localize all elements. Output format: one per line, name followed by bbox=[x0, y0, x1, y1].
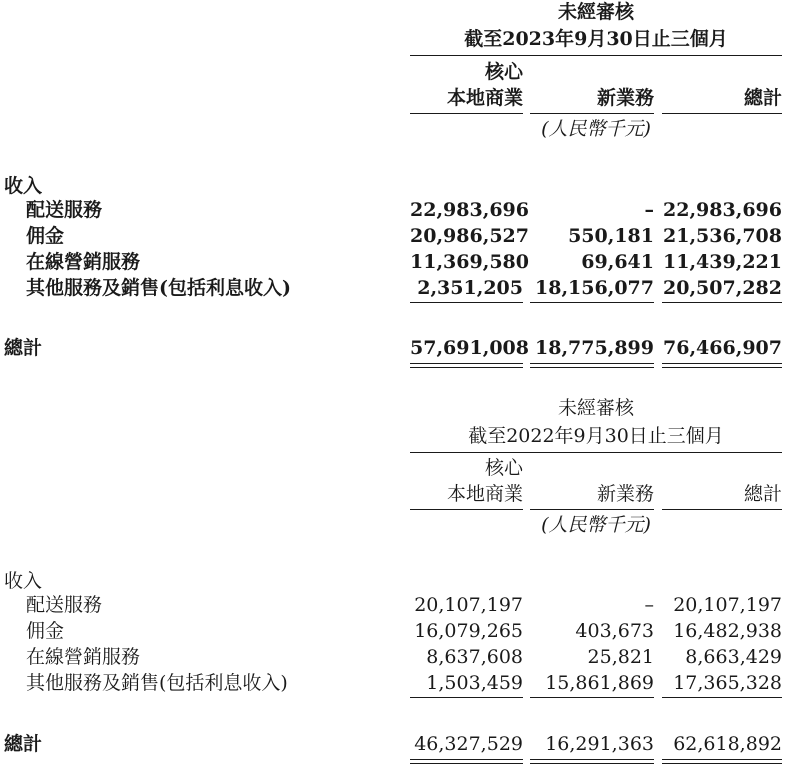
period-label: 截至2023年9月30日止三個月 bbox=[464, 28, 728, 50]
total-core: 46,327,529 bbox=[414, 733, 523, 755]
total-double-rule bbox=[410, 363, 523, 368]
cell-total: 16,482,938 bbox=[673, 620, 782, 642]
col-total: 總計 bbox=[743, 483, 782, 505]
total-label: 總計 bbox=[4, 733, 43, 755]
row-label: 其他服務及銷售(包括利息收入) bbox=[26, 277, 291, 299]
cell-new: 15,861,869 bbox=[545, 672, 654, 694]
col-core-line2: 本地商業 bbox=[446, 87, 523, 109]
cell-core: 11,369,580 bbox=[410, 251, 529, 273]
period-label: 截至2022年9月30日止三個月 bbox=[468, 425, 724, 447]
cell-total: 20,507,282 bbox=[663, 277, 782, 299]
col-core-rule bbox=[410, 113, 523, 114]
cell-core: 16,079,265 bbox=[414, 620, 523, 642]
subtotal-rule bbox=[530, 697, 654, 698]
cell-total: 8,663,429 bbox=[685, 646, 782, 668]
row-label: 在線營銷服務 bbox=[26, 646, 141, 668]
cell-new: – bbox=[644, 594, 654, 616]
header-rule bbox=[410, 452, 782, 453]
col-total-rule bbox=[662, 509, 782, 510]
col-core-rule bbox=[410, 509, 523, 510]
cell-new: 403,673 bbox=[575, 620, 654, 642]
row-label: 其他服務及銷售(包括利息收入) bbox=[26, 672, 288, 694]
col-new-rule bbox=[530, 509, 654, 510]
total-new: 16,291,363 bbox=[545, 733, 654, 755]
col-total-rule bbox=[662, 113, 782, 114]
cell-total: 17,365,328 bbox=[673, 672, 782, 694]
cell-core: 22,983,696 bbox=[410, 199, 529, 221]
row-label: 佣金 bbox=[26, 225, 65, 247]
cell-new: 18,156,077 bbox=[535, 277, 654, 299]
subtotal-rule bbox=[662, 302, 782, 303]
row-label: 在線營銷服務 bbox=[26, 251, 141, 273]
subtotal-rule bbox=[410, 302, 523, 303]
subtotal-rule bbox=[530, 302, 654, 303]
total-new: 18,775,899 bbox=[535, 337, 654, 359]
total-double-rule bbox=[530, 363, 654, 368]
col-core-line1: 核心 bbox=[484, 457, 523, 479]
total-double-rule bbox=[410, 759, 523, 764]
audit-status: 未經審核 bbox=[557, 1, 634, 23]
total-total: 62,618,892 bbox=[673, 733, 782, 755]
row-label: 配送服務 bbox=[26, 594, 103, 616]
total-double-rule bbox=[662, 759, 782, 764]
col-core-line2: 本地商業 bbox=[446, 483, 523, 505]
total-double-rule bbox=[662, 363, 782, 368]
header-rule bbox=[410, 55, 782, 56]
row-label: 配送服務 bbox=[26, 199, 103, 221]
cell-core: 8,637,608 bbox=[426, 646, 523, 668]
col-core-line1: 核心 bbox=[484, 61, 523, 83]
cell-total: 22,983,696 bbox=[663, 199, 782, 221]
cell-new: 25,821 bbox=[587, 646, 654, 668]
cell-new: – bbox=[644, 199, 654, 221]
col-new-business: 新業務 bbox=[596, 483, 654, 505]
col-new-rule bbox=[530, 113, 654, 114]
subtotal-rule bbox=[410, 697, 523, 698]
cell-core: 20,986,527 bbox=[410, 225, 529, 247]
section-label-revenue: 收入 bbox=[4, 175, 43, 197]
cell-new: 69,641 bbox=[581, 251, 654, 273]
cell-core: 2,351,205 bbox=[417, 277, 523, 299]
cell-core: 20,107,197 bbox=[414, 594, 523, 616]
total-label: 總計 bbox=[4, 337, 43, 359]
cell-total: 20,107,197 bbox=[673, 594, 782, 616]
total-core: 57,691,008 bbox=[410, 337, 529, 359]
cell-total: 21,536,708 bbox=[663, 225, 782, 247]
row-label: 佣金 bbox=[26, 620, 65, 642]
col-total: 總計 bbox=[743, 87, 782, 109]
unit-label: (人民幣千元) bbox=[541, 118, 651, 140]
total-total: 76,466,907 bbox=[663, 337, 782, 359]
cell-new: 550,181 bbox=[568, 225, 654, 247]
section-label-revenue: 收入 bbox=[4, 570, 43, 592]
cell-total: 11,439,221 bbox=[663, 251, 782, 273]
unit-label: (人民幣千元) bbox=[541, 514, 651, 536]
col-new-business: 新業務 bbox=[596, 87, 654, 109]
total-double-rule bbox=[530, 759, 654, 764]
cell-core: 1,503,459 bbox=[426, 672, 523, 694]
subtotal-rule bbox=[662, 697, 782, 698]
audit-status: 未經審核 bbox=[557, 397, 634, 419]
